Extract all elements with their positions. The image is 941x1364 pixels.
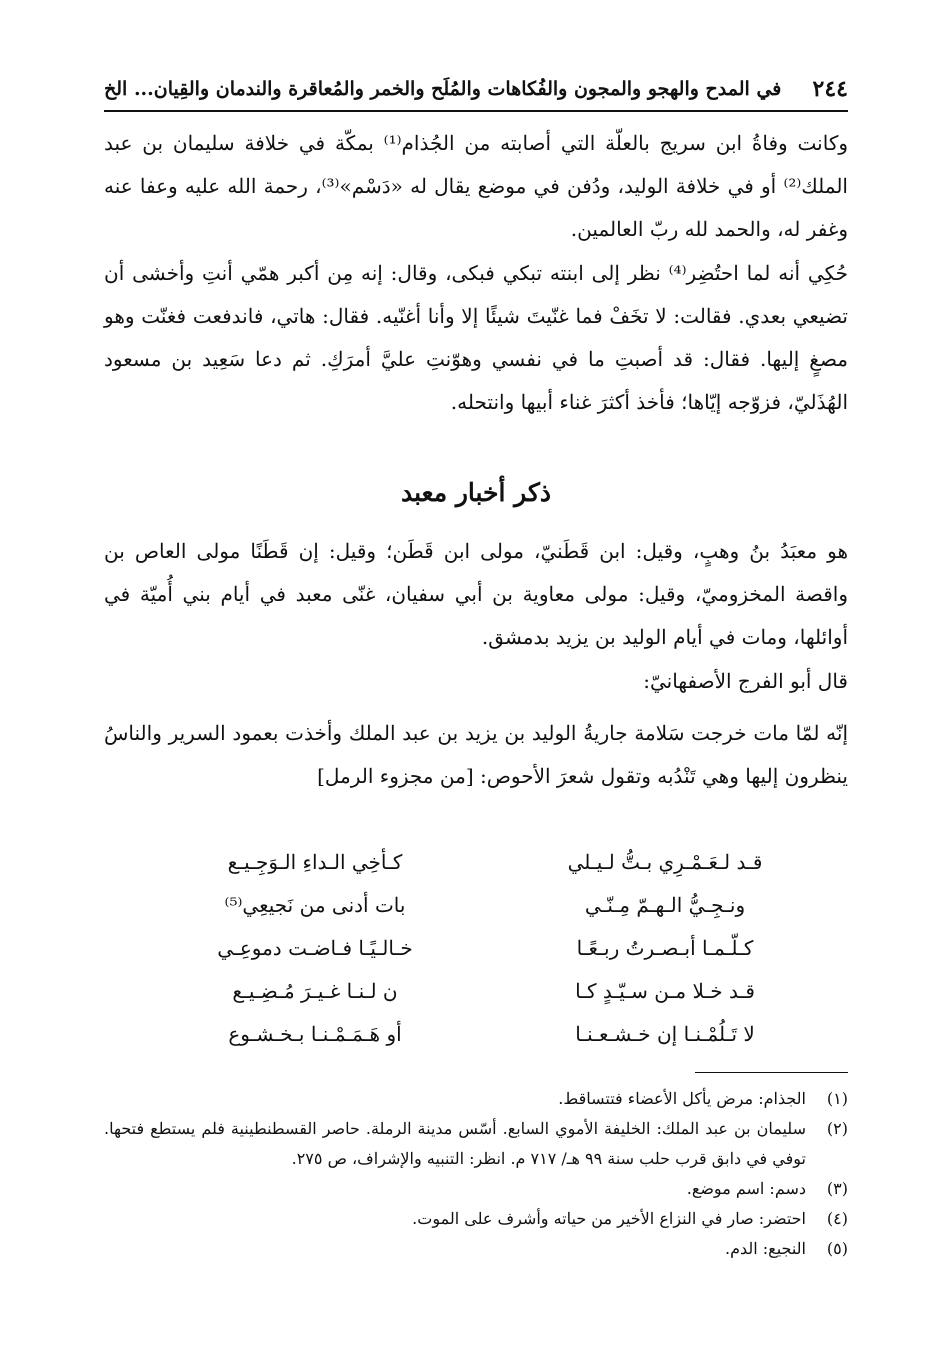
section-heading: ذكر أخبار معبد [401,478,551,507]
verse-second-hemistich: خـالـيًـا فـاضـت دموعِـي [217,935,413,960]
poem-verse [180,840,800,883]
footnote-text: احتضر: صار في النزاع الأخير من حياته وأشرف على الموت. [412,1209,806,1228]
running-title: في المدح والهجو والمجون والفُكاهات والمُلَح والخمر والمُعاقرة والندمان والقِيان... الخ [104,78,782,100]
header-rule [104,110,848,112]
verse-second-hemistich: أو هَـمَـمْـنـا بـخـشـوع [228,1021,402,1046]
footnote-number: (٥) [826,1239,848,1258]
poem [180,840,800,1055]
footnote [104,1174,848,1204]
verse-first-hemistich: كـلّـمـا أبـصـرتُ ربـعًـا [576,935,754,960]
footnote [104,1234,848,1264]
paragraph-mabad-intro: هو معبَدُ بنُ وهبٍ، وقيل: ابن قَطَنيّ، مولى ابن قَطَن؛ وقيل: إن قَطَنًا مولى العاص بن واقصة المخزوميّ، وقيل: مولى معاوية بن أبي سفيان، غنّى معبد في أيام بني أُميّة في أوائلها، ومات في أيام الوليد بن يزيد بدمشق. [104,539,848,649]
footnote [104,1084,848,1114]
footnote-number: (٣) [826,1179,848,1198]
footnote-number: (٤) [826,1209,848,1228]
verse-first-hemistich: قـد خـلا مـن سـيّـدٍ كـا [575,978,755,1003]
footnote-text: سليمان بن عبد الملك: الخليفة الأموي السابع. أسّس مدينة الرملة. حاصر القسطنطينية فلم يستطع فتحها. توفي في دابق قرب حلب سنة ٩٩ هـ/ ٧١٧ م. انظر: التنبيه والإشراف، ص ٢٧٥. [104,1119,806,1168]
poem-verse [180,883,800,926]
paragraph-salama-lament: إنّه لمّا مات خرجت سَلامة جاريةُ الوليد بن يزيد بن عبد الملك وأخذت بعمود السرير والناسُ ينظرون إليها وهي تَنْدُبه وتقول شعرَ الأحوص: [من مجزوء الرمل] [104,721,849,788]
page-number: ٢٤٤ [812,76,848,102]
verse-second-hemistich: كـأخِي الـداءِ الـوَجِـيـع [227,849,403,874]
footnote-number: (١) [826,1089,848,1108]
verse-first-hemistich: ونـجِـيُّ الـهـمّ مِـنّـي [584,892,746,917]
verse-second-hemistich: بات أدنى من نَجيعِي⁽⁵⁾ [224,892,406,917]
poem-verse [180,969,800,1012]
footnote-number: (٢) [826,1119,848,1138]
footnote-text: الجذام: مرض يأكل الأعضاء فتتساقط. [558,1089,806,1108]
footnote [104,1114,848,1174]
footnote-text: النجيع: الدم. [724,1239,806,1258]
paragraph-abu-al-faraj: قال أبو الفرج الأصفهانيّ: [643,669,848,693]
footnote-text: دسم: اسم موضع. [686,1179,806,1198]
footnote-rule [695,1072,848,1073]
footnotes [104,1084,848,1264]
paragraph-ibn-surayj-death: وكانت وفاةُ ابن سريج بالعلّة التي أصابته من الجُذام⁽¹⁾ بمكّة في خلافة سليمان بن عبد الملك⁽²⁾ أو في خلافة الوليد، ودُفن في موضع يقال له «دَسْم»⁽³⁾، رحمة الله عليه وعفا عنه وغفر له، والحمد لله ربّ العالمين. [104,131,849,241]
poem-verse [180,1012,800,1055]
paragraph-daughter-story: حُكِي أنه لما احتُضِر⁽⁴⁾ نظر إلى ابنته تبكي فبكى، وقال: إنه مِن أكبر همّي أنتِ وأخشى أن تضيعي بعدي. فقالت: لا تخَفْ فما غنّيتَ شيئًا إلا وأنا أغنّيه. فقال: هاتي، فاندفعت فغنّت وهو مصغٍ إليها. فقال: قد أصبتِ ما في نفسي وهوّنتِ عليَّ أمرَكِ. ثم دعا سَعِيد بن مسعود الهُذَليّ، فزوّجه إيّاها؛ فأخذ أكثرَ غناء أبيها وانتحله. [104,261,848,414]
verse-first-hemistich: قـد لـعَـمْـرِي بـتُّ لـيـلي [567,849,763,874]
page-header [104,72,848,106]
footnote [104,1204,848,1234]
verse-first-hemistich: لا تَـلُمْـنـا إن خـشـعـنـا [575,1021,755,1046]
verse-second-hemistich: ن لـنـا غـيـرَ مُـضِـيـع [232,978,398,1003]
poem-verse [180,926,800,969]
